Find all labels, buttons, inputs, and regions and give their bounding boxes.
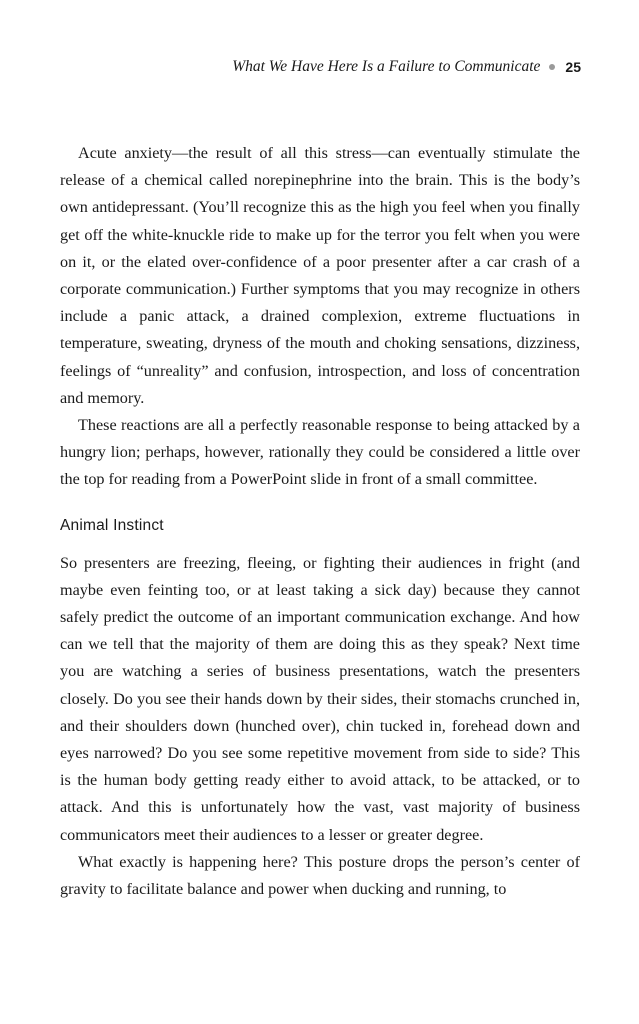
running-head	[232, 56, 581, 78]
paragraph: Acute anxiety—the result of all this stress—can eventually stimulate the release of a chemical called norepinephrine into the brain. This is the body’s own antidepressant. (You’ll recognize this as the high you feel when you finally get off the white-knuckle ride to make up for the terror you felt when you were on it, or the elated over-confidence of a poor presenter after a car crash of a corporate communication.) Further symptoms that you may recognize in others include a panic attack, a drained complexion, extreme fluctuations in temperature, sweating, dryness of the mouth and choking sensations, dizziness, feelings of “unreality” and confusion, introspection, and loss of concentration and memory.	[60, 144, 580, 407]
body-text	[60, 140, 580, 903]
paragraph: So presenters are freezing, fleeing, or fighting their audiences in fright (and maybe even feinting too, or at least taking a sick day) because they cannot safely predict the outcome of an important communication exchange. And how can we tell that the majority of them are doing this as they speak? Next time you are watching a series of business presentations, watch the presenters closely. Do you see their hands down by their sides, their stomachs crunched in, and their shoulders down (hunched over), chin tucked in, forehead down and eyes narrowed? Do you see some repetitive movement from side to side? This is the human body getting ready either to avoid attack, to be attacked, or to attack. And this is unfortunately how the vast, vast majority of business communicators meet their audiences to a lesser or greater degree.	[60, 553, 580, 844]
paragraph: These reactions are all a perfectly reasonable response to being attacked by a hungry lion; perhaps, however, rationally they could be considered a little over the top for reading from a PowerPoint slide in front of a small committee.	[60, 416, 580, 489]
section-heading: Animal Instinct	[60, 516, 164, 534]
bullet-icon	[549, 64, 555, 70]
paragraph: What exactly is happening here? This posture drops the person’s center of gravity to facilitate balance and power when ducking and running, to	[60, 852, 580, 899]
running-title: What We Have Here Is a Failure to Communicate	[232, 58, 541, 75]
page-number: 25	[565, 59, 581, 75]
